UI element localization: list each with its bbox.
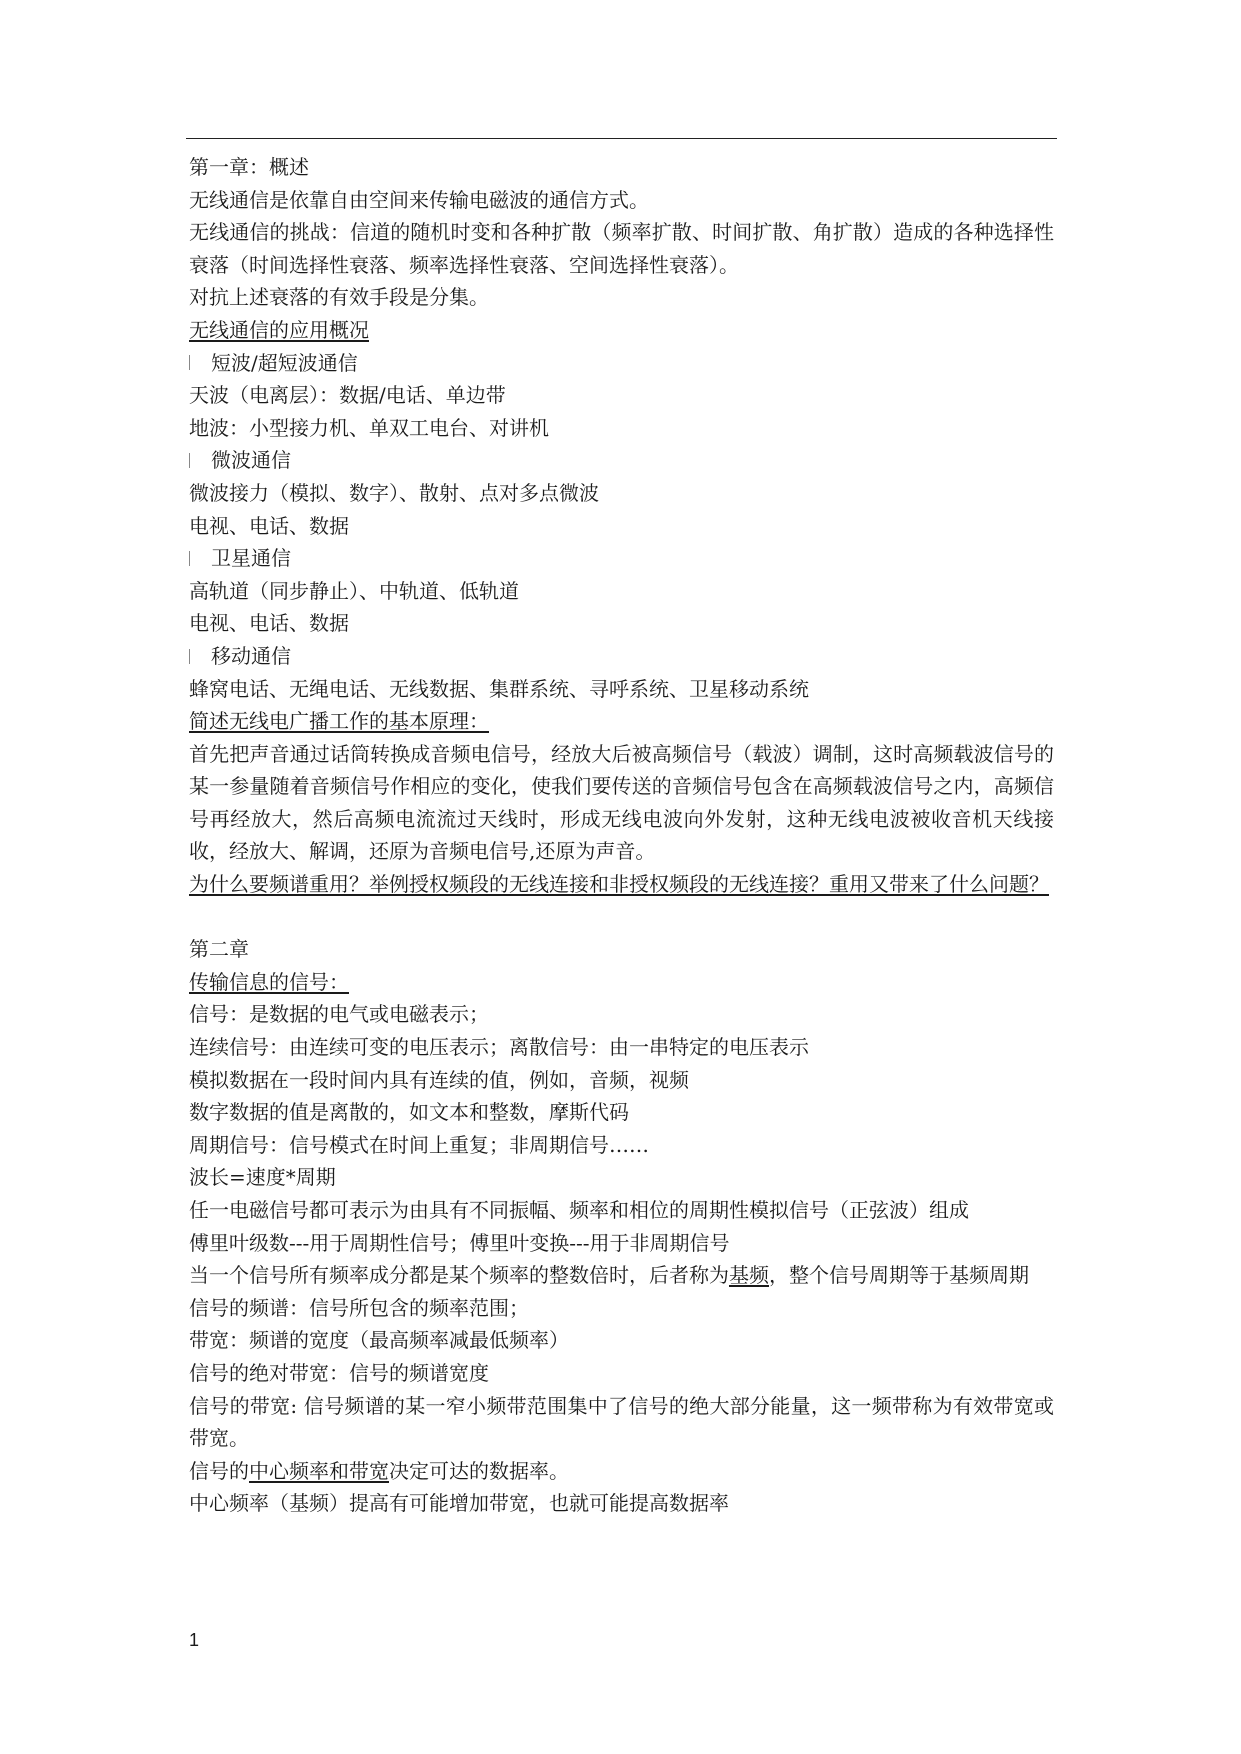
section-heading: 简述无线电广播工作的基本原理： [189, 709, 489, 734]
text-run: 当一个信号所有频率成分都是某个频率的整数倍时，后者称为 [189, 1263, 729, 1288]
list-line: 天波（电离层）：数据/电话、单边带 [189, 383, 506, 408]
question-heading: 为什么要频谱重用？举例授权频段的无线连接和非授权频段的无线连接？重用又带来了什么问题？ [189, 872, 1049, 897]
paragraph: 对抗上述衰落的有效手段是分集。 [189, 285, 489, 310]
bullet-item [189, 542, 1054, 575]
list-line: 蜂窝电话、无绳电话、无线数据、集群系统、寻呼系统、卫星移动系统 [189, 676, 809, 701]
section-heading: 传输信息的信号： [189, 969, 349, 994]
list-line: 电视、电话、数据 [189, 513, 349, 538]
list-line: 电视、电话、数据 [189, 611, 349, 636]
text-run: 和 [329, 1458, 349, 1483]
text-run: 决定可达的数据率。 [389, 1458, 569, 1483]
paragraph [189, 1455, 1054, 1488]
list-line: 连续信号：由连续可变的电压表示；离散信号：由一串特定的电压表示 [189, 1035, 809, 1060]
list-line: 带宽：频谱的宽度（最高频率减最低频率） [189, 1328, 569, 1353]
bullet-label: 短波/超短波通信 [211, 350, 358, 375]
list-line: 任一电磁信号都可表示为由具有不同振幅、频率和相位的周期性模拟信号（正弦波）组成 [189, 1198, 969, 1222]
bullet-item [189, 640, 1054, 673]
bullet-item [189, 347, 1054, 380]
list-line: 信号：是数据的电气或电磁表示； [189, 1002, 489, 1027]
bullet-marker-icon [189, 355, 190, 370]
list-line: 周期信号：信号模式在时间上重复；非周期信号…… [189, 1132, 649, 1157]
bullet-marker-icon [189, 649, 190, 664]
header-rule [186, 138, 1057, 139]
bullet-label: 移动通信 [211, 643, 291, 668]
list-line: 微波接力（模拟、数字）、散射、点对多点微波 [189, 480, 599, 505]
spacer [189, 901, 1054, 934]
list-line: 地波：小型接力机、单双工电台、对讲机 [189, 415, 549, 440]
list-line: 波长=速度*周期 [189, 1165, 336, 1190]
list-line: 信号的绝对带宽：信号的频谱宽度 [189, 1360, 489, 1385]
term-bandwidth: 带宽 [349, 1458, 389, 1483]
bullet-item [189, 444, 1054, 477]
list-line: 信号的频谱：信号所包含的频率范围； [189, 1295, 529, 1320]
bullet-marker-icon [189, 551, 190, 566]
paragraph [189, 1259, 1054, 1292]
page-content [189, 151, 1054, 1520]
paragraph: 无线通信是依靠自由空间来传输电磁波的通信方式。 [189, 187, 649, 212]
list-line: 中心频率（基频）提高有可能增加带宽，也就可能提高数据率 [189, 1491, 729, 1516]
term-center-frequency: 中心频率 [249, 1458, 329, 1483]
list-line: 高轨道（同步静止）、中轨道、低轨道 [189, 578, 519, 603]
bullet-marker-icon [189, 453, 190, 468]
page-number: 1 [189, 1630, 200, 1650]
chapter2-title: 第二章 [189, 937, 249, 962]
list-line: 数字数据的值是离散的，如文本和整数，摩斯代码 [189, 1100, 629, 1125]
paragraph: 无线通信的挑战：信道的随机时变和各种扩散（频率扩散、时间扩散、角扩散）造成的各种选择性衰落（时间选择性衰落、频率选择性衰落、空间选择性衰落）。 [189, 220, 1054, 277]
term-fundamental: 基频 [729, 1263, 769, 1288]
text-run: ，整个信号周期等于基频周期 [769, 1263, 1029, 1288]
chapter1-title: 第一章：概述 [189, 155, 309, 179]
text-run: 信号的 [189, 1458, 249, 1483]
bullet-label: 微波通信 [211, 448, 291, 473]
paragraph: 信号的带宽: 信号频谱的某一窄小频带范围集中了信号的绝大部分能量，这一频带称为有效带宽或带宽。 [189, 1393, 1054, 1451]
list-line: 傅里叶级数---用于周期性信号；傅里叶变换---用于非周期信号 [189, 1230, 730, 1255]
paragraph: 首先把声音通过话筒转换成音频电信号，经放大后被高频信号（载波）调制，这时高频载波信号的某一参量随着音频信号作相应的变化，使我们要传送的音频信号包含在高频载波信号之内，高频信号再经放大，然后高频电流流过天线时，形成无线电波向外发射，这种无线电波被收音机天线接收，经放大、解调，还原为音频电信号,还原为声音。 [189, 741, 1054, 864]
list-line: 模拟数据在一段时间内具有连续的值，例如，音频，视频 [189, 1067, 689, 1092]
bullet-label: 卫星通信 [211, 546, 291, 571]
section-heading: 无线通信的应用概况 [189, 317, 369, 342]
